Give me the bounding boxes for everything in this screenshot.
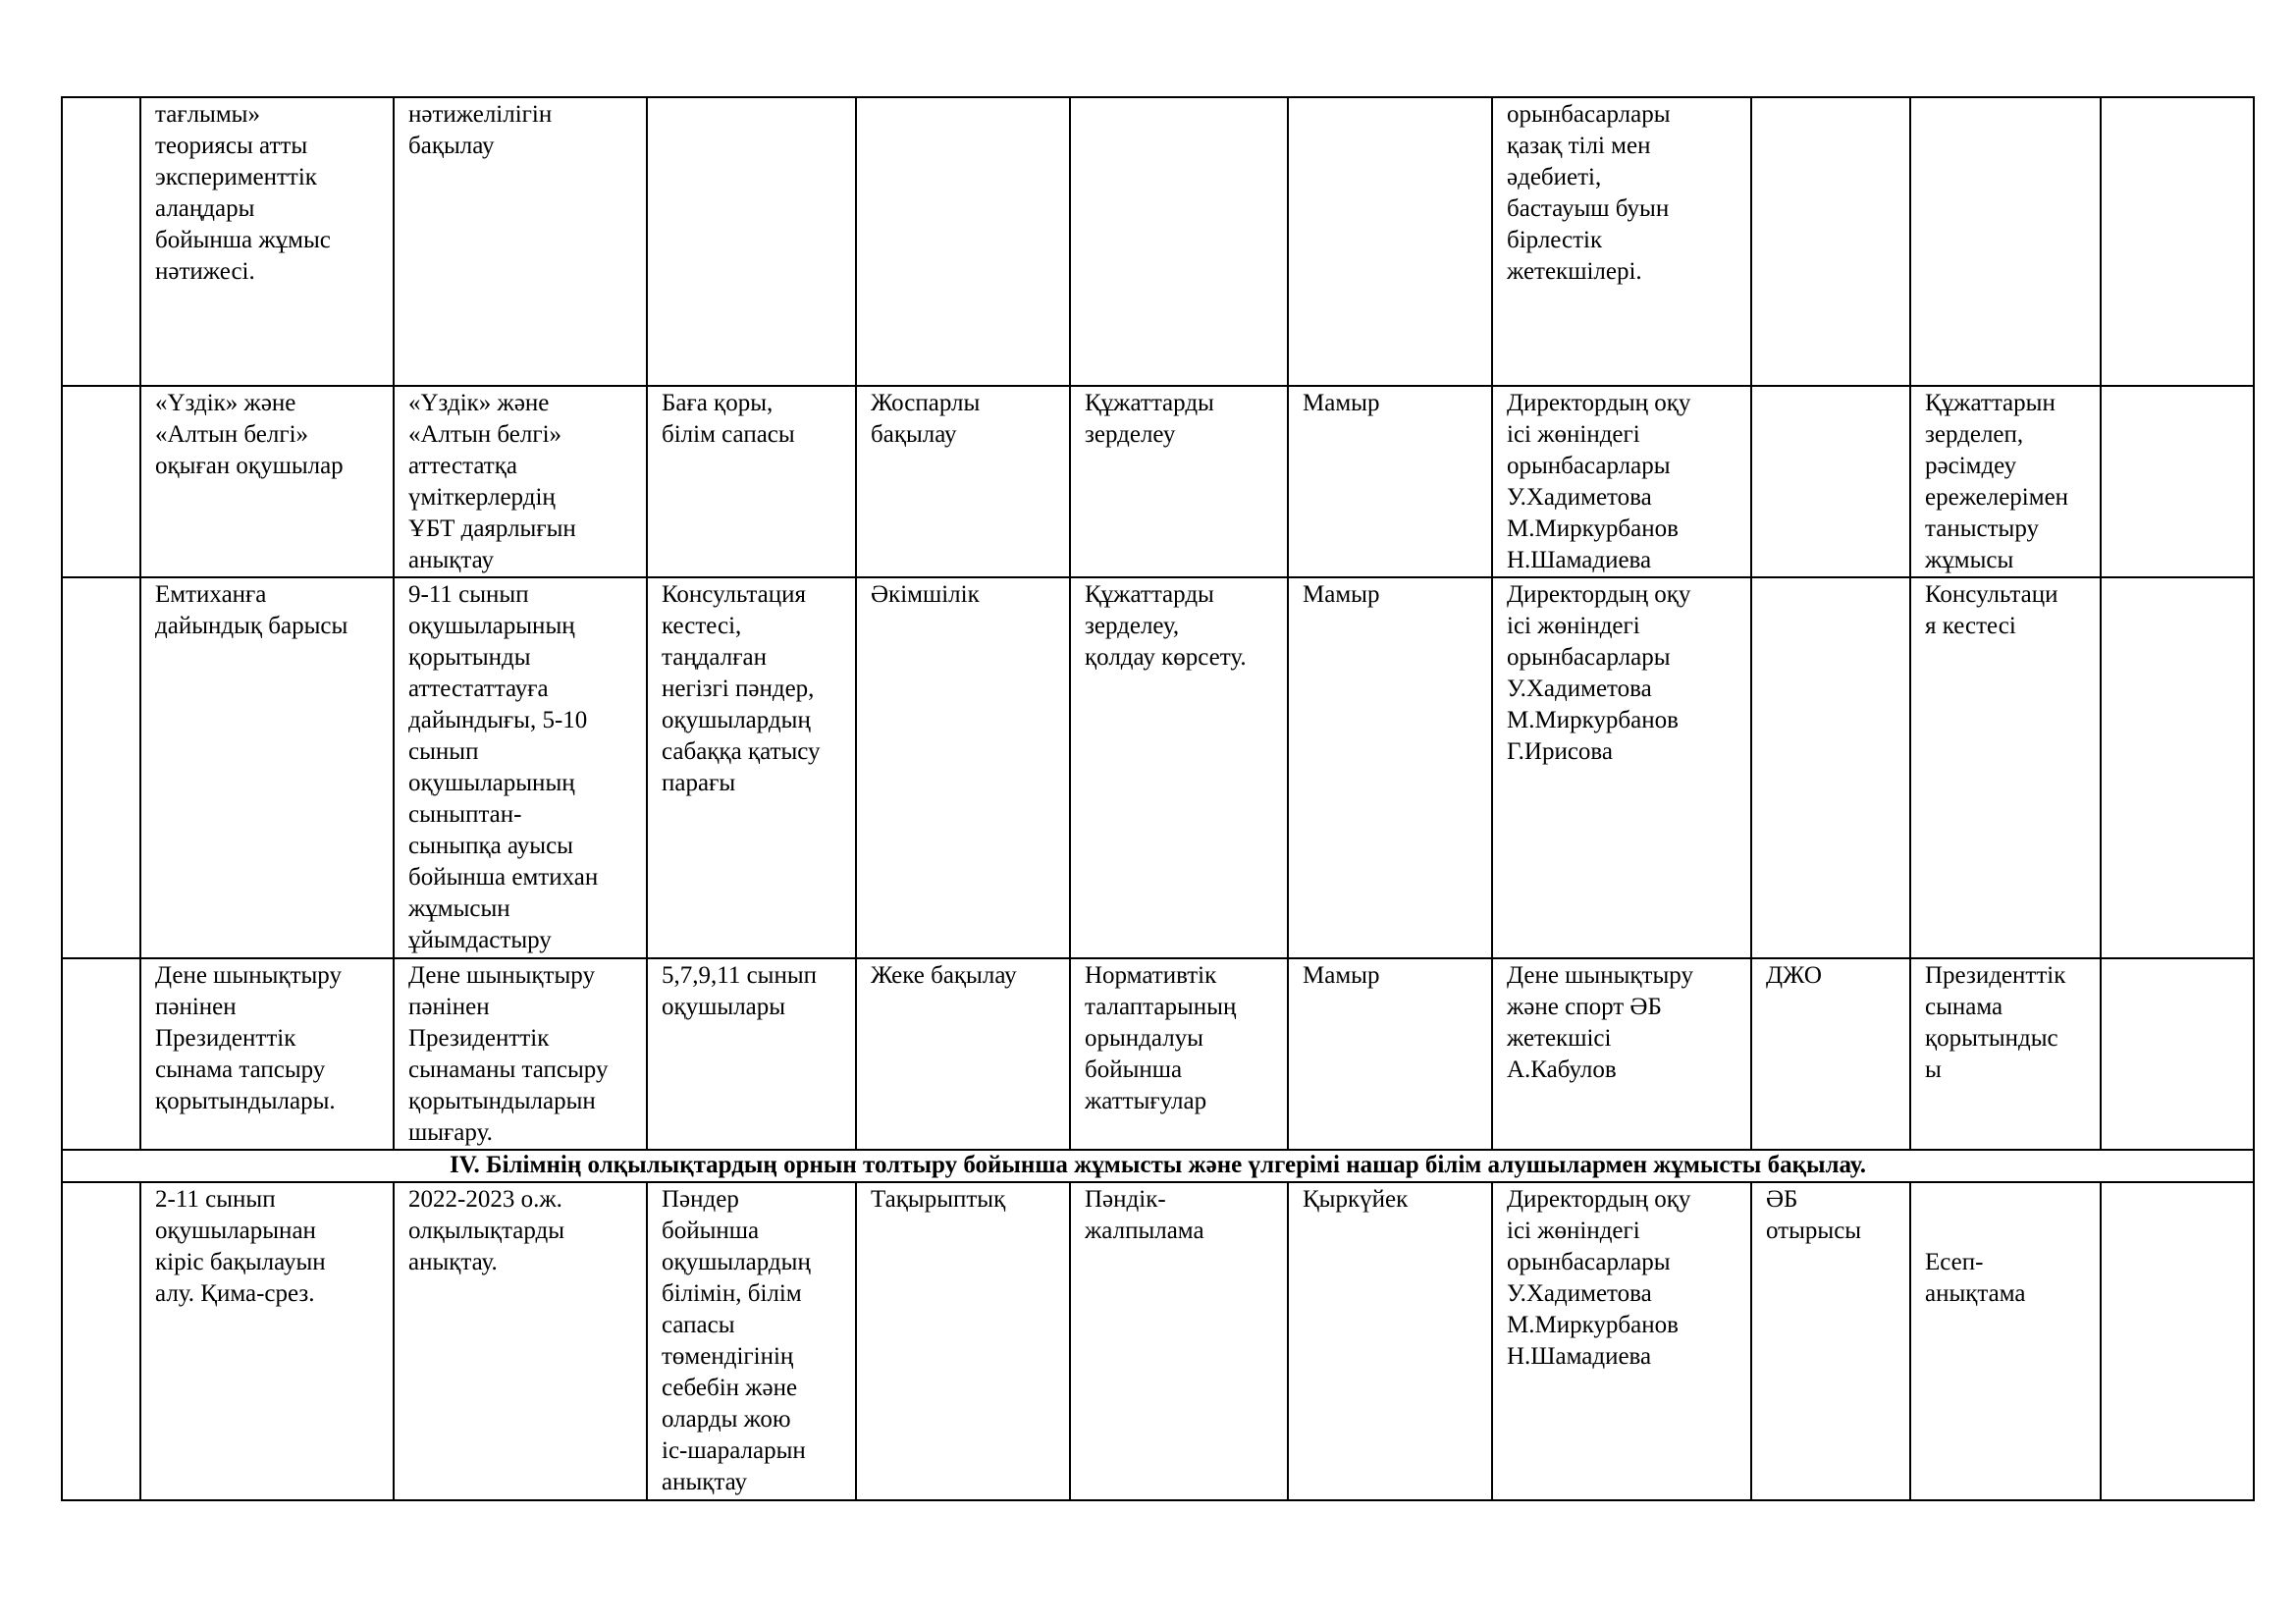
row-number-cell	[62, 958, 140, 1150]
row-number-cell	[62, 577, 140, 958]
section-row	[62, 1150, 2254, 1182]
result-form-cell: Консультаци я кестесі	[1910, 577, 2101, 958]
control-goal-cell: «Үздік» және «Алтын белгі» аттестатқа үміткерлердің ҰБТ даярлығын анықтау	[394, 386, 647, 577]
control-goal-cell: Дене шынықтыру пәнінен Президенттік сынаманы тапсыру қорытындыларын шығару.	[394, 958, 647, 1150]
deadline-cell	[1288, 97, 1492, 386]
deadline-cell: Мамыр	[1288, 386, 1492, 577]
control-goal-cell: нәтижелілігін бақылау	[394, 97, 647, 386]
notes-cell	[2101, 1182, 2254, 1500]
control-goal-cell: 2022-2023 о.ж. олқылықтарды анықтау.	[394, 1182, 647, 1500]
row-number-cell	[62, 1182, 140, 1500]
table-row	[62, 577, 2254, 958]
control-method-cell: Құжаттарды зерделеу	[1070, 386, 1288, 577]
responsible-cell: орынбасарлары қазақ тілі мен әдебиеті, бастауыш буын бірлестік жетекшілері.	[1492, 97, 1751, 386]
deadline-cell: Қыркүйек	[1288, 1182, 1492, 1500]
control-object-cell: Пәндер бойынша оқушылардың білімін, білім сапасы төмендігінің себебін және оларды жою іс-шараларын анықтау	[647, 1182, 856, 1500]
result-form-text: Есеп- анықтама	[1925, 1249, 2026, 1307]
control-method-cell: Құжаттарды зерделеу, қолдау көрсету.	[1070, 577, 1288, 958]
responsible-cell: Директордың оқу ісі жөніндегі орынбасарлары У.Хадиметова М.Миркурбанов Н.Шамадиева	[1492, 1182, 1751, 1500]
notes-cell	[2101, 386, 2254, 577]
control-type-cell: Жоспарлы бақылау	[856, 386, 1070, 577]
control-plan-table	[61, 96, 2255, 1501]
responsible-cell: Дене шынықтыру және спорт ӘБ жетекшісі А.Кабулов	[1492, 958, 1751, 1150]
control-object-cell: Консультация кестесі, таңдалған негізгі пәндер, оқушылардың сабаққа қатысу парағы	[647, 577, 856, 958]
control-object-cell: Баға қоры, білім сапасы	[647, 386, 856, 577]
section-heading: IV. Білімнің олқылықтардың орнын толтыру бойынша жұмысты және үлгерімі нашар білім алушылармен жұмысты бақылау.	[62, 1150, 2254, 1182]
table-row	[62, 958, 2254, 1150]
control-topic-cell: Емтиханға дайындық барысы	[140, 577, 394, 958]
control-topic-cell: тағлымы» теориясы атты эксперименттік алаңдары бойынша жұмыс нәтижесі.	[140, 97, 394, 386]
table-row	[62, 386, 2254, 577]
notes-cell	[2101, 958, 2254, 1150]
responsible-cell: Директордың оқу ісі жөніндегі орынбасарлары У.Хадиметова М.Миркурбанов Н.Шамадиева	[1492, 386, 1751, 577]
review-place-cell: ДЖО	[1751, 958, 1910, 1150]
result-form-cell: Президенттік сынама қорытындыс ы	[1910, 958, 2101, 1150]
table-row	[62, 97, 2254, 386]
control-goal-cell: 9-11 сынып оқушыларының қорытынды аттестаттауға дайындығы, 5-10 сынып оқушыларының сыныптан- сыныпқа ауысы бойынша емтихан жұмысын ұйымдастыру	[394, 577, 647, 958]
result-form-cell: Құжаттарын зерделеп, рәсімдеу ережелерімен таныстыру жұмысы	[1910, 386, 2101, 577]
control-topic-cell: «Үздік» және «Алтын белгі» оқыған оқушылар	[140, 386, 394, 577]
control-topic-cell: Дене шынықтыру пәнінен Президенттік сынама тапсыру қорытындылары.	[140, 958, 394, 1150]
control-object-cell	[647, 97, 856, 386]
notes-cell	[2101, 577, 2254, 958]
result-form-cell	[1910, 97, 2101, 386]
review-place-cell: ӘБ отырысы	[1751, 1182, 1910, 1500]
responsible-cell: Директордың оқу ісі жөніндегі орынбасарлары У.Хадиметова М.Миркурбанов Г.Ирисова	[1492, 577, 1751, 958]
deadline-cell: Мамыр	[1288, 577, 1492, 958]
review-place-cell	[1751, 97, 1910, 386]
control-type-cell: Жеке бақылау	[856, 958, 1070, 1150]
deadline-cell: Мамыр	[1288, 958, 1492, 1150]
result-form-cell	[1910, 1182, 2101, 1500]
control-type-cell	[856, 97, 1070, 386]
control-type-cell: Тақырыптық	[856, 1182, 1070, 1500]
control-method-cell: Пәндік- жалпылама	[1070, 1182, 1288, 1500]
control-object-cell: 5,7,9,11 сынып оқушылары	[647, 958, 856, 1150]
row-number-cell	[62, 97, 140, 386]
notes-cell	[2101, 97, 2254, 386]
control-method-cell: Нормативтік талаптарының орындалуы бойынша жаттығулар	[1070, 958, 1288, 1150]
review-place-cell	[1751, 386, 1910, 577]
control-type-cell: Әкімшілік	[856, 577, 1070, 958]
review-place-cell	[1751, 577, 1910, 958]
row-number-cell	[62, 386, 140, 577]
control-topic-cell: 2-11 сынып оқушыларынан кіріс бақылауын алу. Қима-срез.	[140, 1182, 394, 1500]
control-method-cell	[1070, 97, 1288, 386]
table-row	[62, 1182, 2254, 1500]
